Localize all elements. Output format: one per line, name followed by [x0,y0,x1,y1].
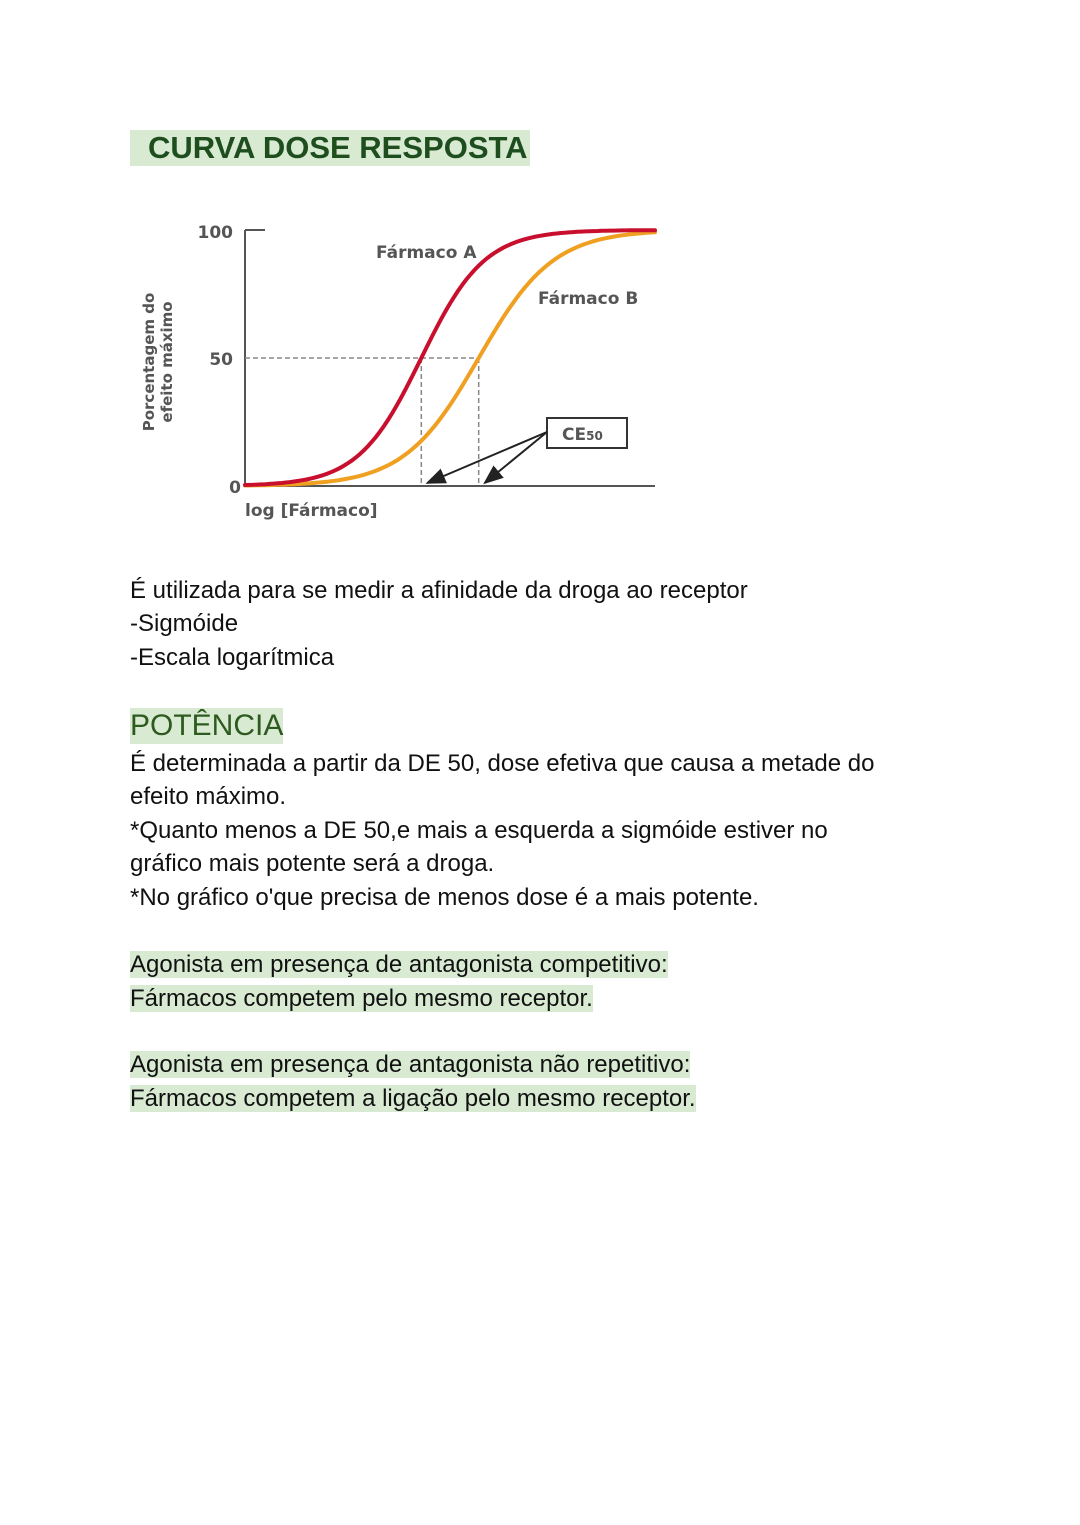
potencia-line-4: gráfico mais potente será a droga. [130,850,495,877]
potencia-line-3: *Quanto menos a DE 50,e mais a esquerda a sigmóide estiver no [130,817,828,844]
x-axis-label: log [Fármaco] [245,501,378,521]
ce50-arrow-1 [485,432,547,483]
series-label-b: Fármaco B [538,289,639,309]
potencia-line-1: É determinada a partir da DE 50, dose efetiva que causa a metade do [130,750,875,777]
ce50-arrow-0 [427,432,547,483]
y-axis-label-line2: efeito máximo [158,301,176,423]
y-axis-label-line1: Porcentagem do [140,292,158,432]
competitivo-line-2: Fármacos competem pelo mesmo receptor. [130,985,593,1012]
potencia-line-5: *No gráfico o'que precisa de menos dose é a mais potente. [130,884,759,911]
potencia-line-2: efeito máximo. [130,783,287,810]
y-tick-50: 50 [209,350,233,370]
competitivo-line-1: Agonista em presença de antagonista competitivo: [130,951,668,978]
potencia-heading: POTÊNCIA [130,709,284,742]
nao-repetitivo-line-2: Fármacos competem a ligação pelo mesmo receptor. [130,1085,696,1112]
ce50-label: CE50 [562,425,603,445]
dose-response-chart [120,200,680,530]
nao-repetitivo-line-1: Agonista em presença de antagonista não repetitivo: [130,1051,691,1078]
y-tick-0: 0 [229,478,241,498]
page-title: CURVA DOSE RESPOSTA [130,130,530,166]
series-label-a: Fármaco A [376,243,477,263]
intro-line-1: É utilizada para se medir a afinidade da droga ao receptor [130,577,748,604]
intro-line-2: -Sigmóide [130,610,239,637]
y-tick-100: 100 [197,223,233,243]
intro-line-3: -Escala logarítmica [130,644,335,671]
